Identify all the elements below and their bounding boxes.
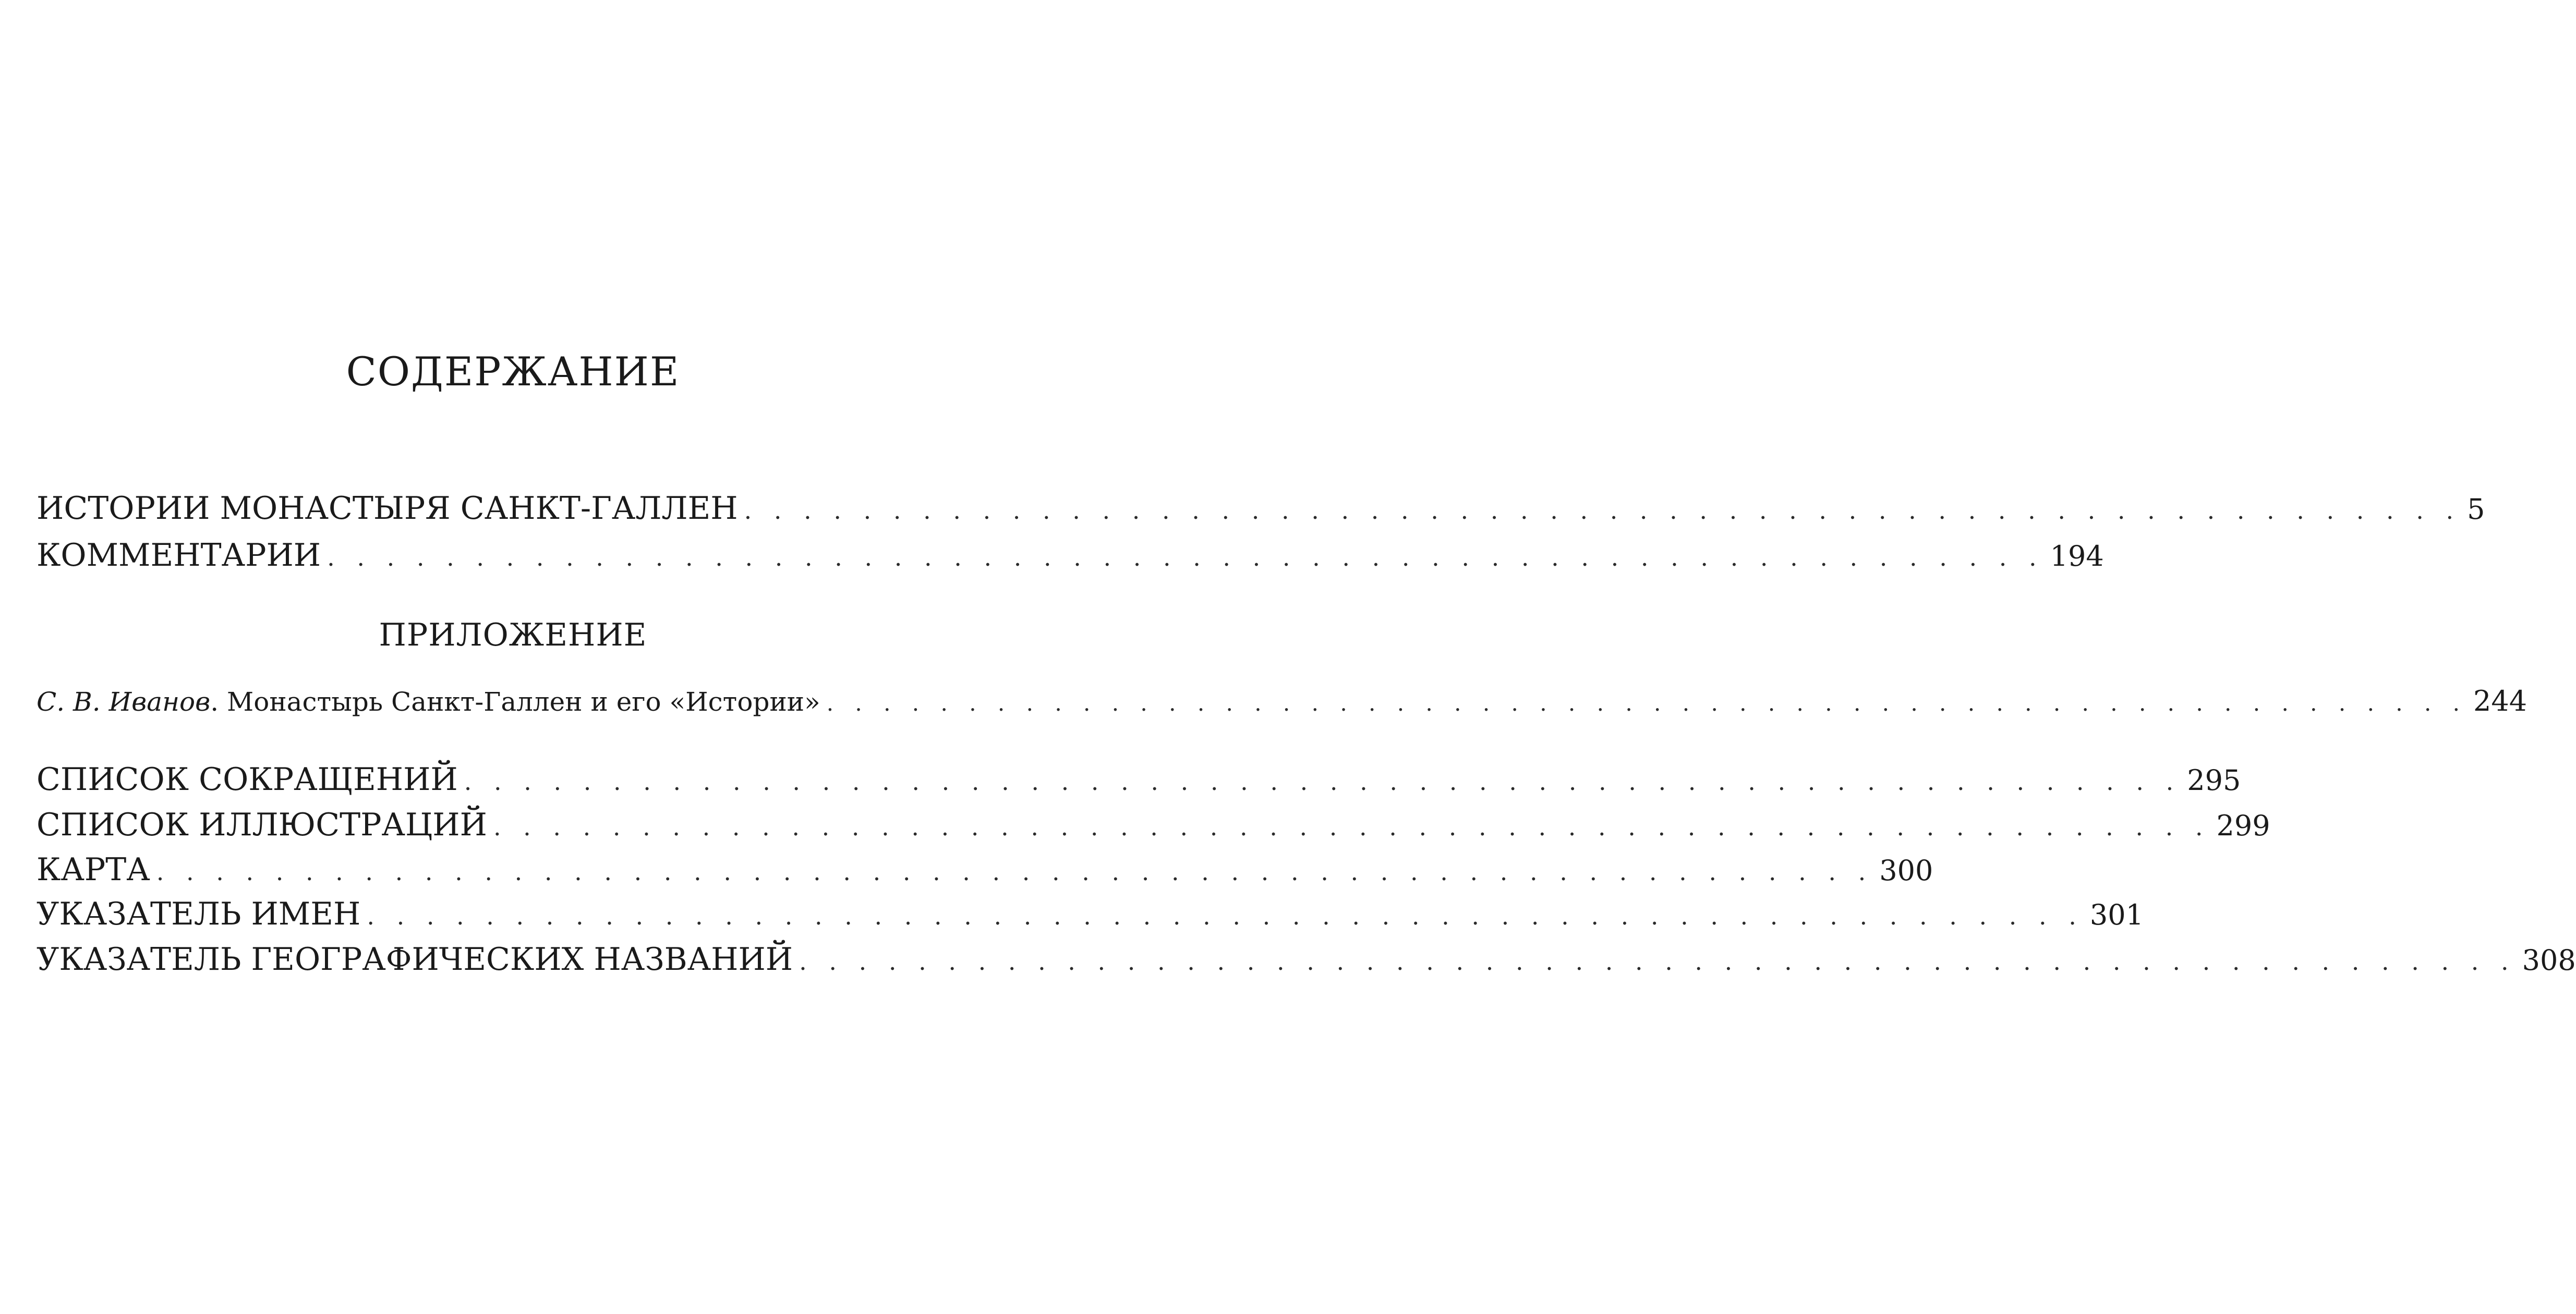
toc-entry-label: СПИСОК ИЛЛЮСТРАЦИЙ (37, 807, 487, 843)
toc-page-number: 300 (1879, 854, 1933, 887)
article-author: С. В. Иванов (37, 687, 211, 717)
dot-leader: . . . . . . . . . . . . . . . . . . . . . . . . . . . . . . . . . . . . . . . . . . . . . . . . . . . . . . . . . . (464, 768, 2181, 796)
appendix-title: ПРИЛОЖЕНИЕ (379, 617, 647, 653)
toc-entry-commentary[interactable] (37, 537, 2104, 574)
dot-leader: . . . . . . . . . . . . . . . . . . . . . . . . . . . . . . . . . . . . . . . . . . . . . . . . . . . . . . . . . . (826, 690, 2468, 716)
toc-page-number: 308 (2522, 944, 2576, 977)
toc-entry-label: СПИСОК СОКРАЩЕНИЙ (37, 761, 458, 798)
toc-entry-label: КОММЕНТАРИИ (37, 537, 321, 574)
toc-entry-label: УКАЗАТЕЛЬ ГЕОГРАФИЧЕСКИХ НАЗВАНИЙ (37, 941, 793, 978)
dot-leader: . . . . . . . . . . . . . . . . . . . . . . . . . . . . . . . . . . . . . . . . . . . . . . . . . . . . . . . . . . (799, 947, 2516, 976)
toc-entry-label: ИСТОРИИ МОНАСТЫРЯ САНКТ-ГАЛЛЕН (37, 490, 738, 527)
toc-entry-appendix-article[interactable] (37, 685, 2527, 717)
dot-leader: . . . . . . . . . . . . . . . . . . . . . . . . . . . . . . . . . . . . . . . . . . . . . . . . . . . . . . . . . . (744, 496, 2461, 525)
toc-entry-geo-index[interactable] (37, 941, 2576, 978)
toc-entry-name-index[interactable] (37, 896, 2144, 932)
toc-entry-label: КАРТА (37, 851, 150, 888)
toc-page-number: 301 (2089, 898, 2144, 931)
toc-entry-label (37, 689, 820, 715)
toc-entry-map[interactable] (37, 851, 1933, 888)
toc-entry-illustrations[interactable] (37, 807, 2270, 843)
page-title: СОДЕРЖАНИЕ (346, 348, 680, 395)
dot-leader: . . . . . . . . . . . . . . . . . . . . . . . . . . . . . . . . . . . . . . . . . . . . . . . . . . . . . . . . . . (156, 858, 1873, 886)
toc-entry-abbreviations[interactable] (37, 761, 2241, 798)
dot-leader: . . . . . . . . . . . . . . . . . . . . . . . . . . . . . . . . . . . . . . . . . . . . . . . . . . . . . . . . . . (327, 543, 2044, 571)
toc-page-number: 194 (2050, 540, 2104, 573)
toc-page-number: 5 (2467, 493, 2485, 526)
dot-leader: . . . . . . . . . . . . . . . . . . . . . . . . . . . . . . . . . . . . . . . . . . . . . . . . . . . . . . . . . . (493, 813, 2210, 841)
toc-page-number: 244 (2473, 685, 2527, 717)
toc-entry-stories[interactable] (37, 490, 2485, 527)
toc-entry-label: УКАЗАТЕЛЬ ИМЕН (37, 896, 361, 932)
toc-page-number: 299 (2216, 809, 2270, 842)
toc-page-number: 295 (2187, 764, 2241, 797)
article-title: . Монастырь Санкт-Галлен и его «Истории» (210, 687, 820, 717)
dot-leader: . . . . . . . . . . . . . . . . . . . . . . . . . . . . . . . . . . . . . . . . . . . . . . . . . . . . . . . . . . (367, 902, 2084, 930)
